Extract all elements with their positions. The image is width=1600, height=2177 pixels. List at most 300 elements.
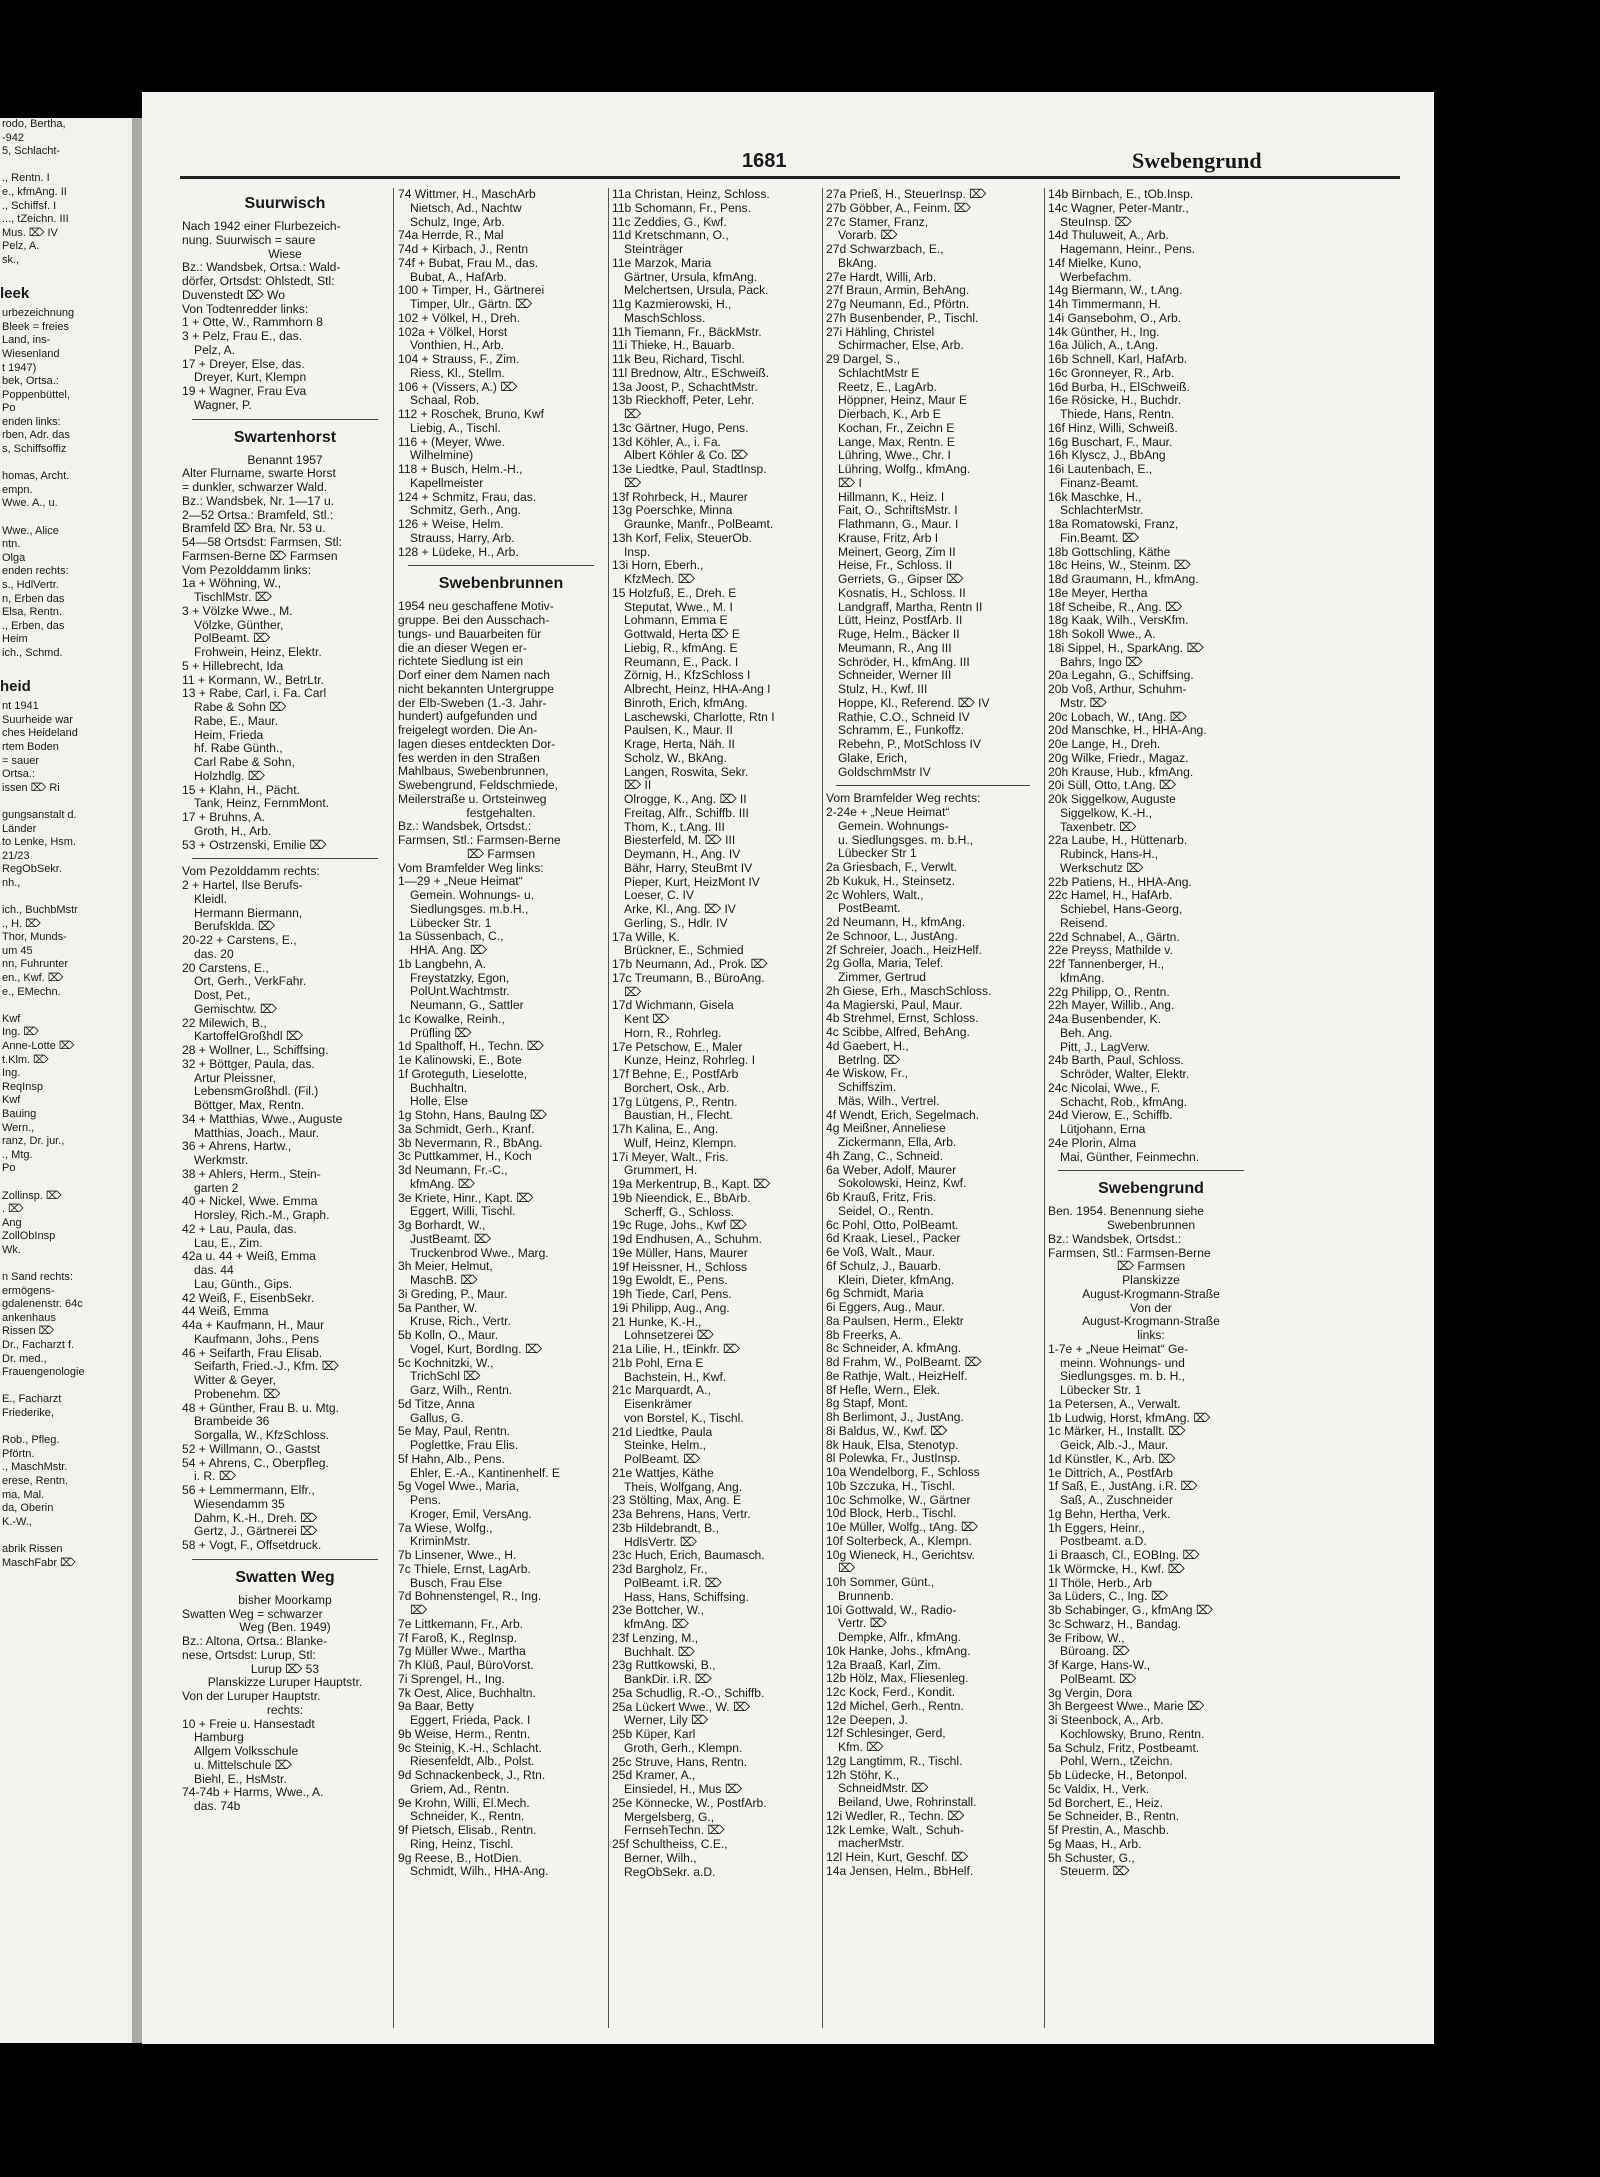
house-entry: 36 + Ahrens, Hartw., xyxy=(182,1140,292,1154)
house-entry: 17g Lütgens, P., Rentn. xyxy=(612,1095,738,1109)
resident-entry: SchlachtMstr E xyxy=(838,366,920,380)
street-note: links: xyxy=(1137,1329,1165,1342)
house-entry: 16a Jülich, A., t.Ang. xyxy=(1048,339,1159,353)
house-entry: 1i Braasch, Cl., EOBIng. ⌦ xyxy=(1048,1549,1200,1562)
house-entry: 2-24e + „Neue Heimat“ xyxy=(826,806,950,819)
house-entry: nung. Suurwisch = saure xyxy=(182,233,316,247)
house-entry: 3 + Pelz, Frau E., das. xyxy=(182,330,302,343)
house-entry: 25e Könnecke, W., PostfArb. xyxy=(612,1796,767,1810)
resident-entry: Riesenfeldt, Alb., Polst. xyxy=(410,1755,535,1769)
fragment-line: ., Mtg. xyxy=(2,1148,33,1161)
house-entry: 19e Müller, Hans, Maurer xyxy=(612,1246,748,1260)
resident-entry: Lau, E., Zim. xyxy=(194,1236,263,1250)
house-entry: 20c Lobach, W., tAng. ⌦ xyxy=(1048,710,1187,724)
resident-entry: Hass, Hans, Schiffsing. xyxy=(624,1590,749,1604)
house-entry: 23e Bottcher, W., xyxy=(612,1604,705,1618)
house-entry: 13e Liedtke, Paul, StadtInsp. xyxy=(612,463,767,476)
house-entry: 4c Scibbe, Alfred, BehAng. xyxy=(826,1026,970,1039)
resident-entry: Postbeamt. a.D. xyxy=(1060,1535,1147,1549)
house-entry: 8e Rathje, Walt., HeizHelf. xyxy=(826,1369,968,1383)
resident-entry: Steinträger xyxy=(624,243,684,256)
street-heading: Swartenhorst xyxy=(233,428,337,446)
resident-entry: Borchert, Osk., Arb. xyxy=(624,1081,730,1095)
house-entry: 17f Behne, E., PostfArb xyxy=(612,1068,739,1081)
fragment-line: to Lenke, Hsm. xyxy=(2,836,76,849)
resident-entry: Werbefachm. xyxy=(1060,270,1132,284)
house-entry: 74 Wittmer, H., MaschArb xyxy=(398,188,536,201)
house-entry: 3h Meier, Helmut, xyxy=(398,1260,493,1274)
fragment-line: e., kfmAng. II xyxy=(2,185,67,198)
resident-entry: TrichSchl ⌦ xyxy=(410,1370,481,1384)
house-entry: 17 + Bruhns, A. xyxy=(182,811,266,824)
resident-entry: Böttger, Max, Rentn. xyxy=(194,1099,305,1112)
house-entry: 13a Joost, P., SchachtMstr. xyxy=(612,380,758,394)
resident-entry: Kaufmann, Johs., Pens xyxy=(194,1332,320,1346)
house-entry: 11 + Kormann, W., BetrLtr. xyxy=(182,673,324,687)
resident-entry: garten 2 xyxy=(194,1181,239,1195)
house-entry: 106 + (Vissers, A.) ⌦ xyxy=(398,380,518,394)
resident-entry: kfmAng. xyxy=(1060,971,1105,985)
house-entry: 25d Kramer, A., xyxy=(612,1769,696,1783)
resident-entry: Ring, Heinz, Tischl. xyxy=(410,1837,514,1851)
house-entry: Duvenstedt ⌦ Wo xyxy=(182,288,285,302)
resident-entry: Lübecker Str. 1 xyxy=(1060,1384,1142,1397)
house-entry: 13b Rieckhoff, Peter, Lehr. xyxy=(612,394,755,408)
fragment-line: Dr., Facharzt f. xyxy=(2,1339,75,1352)
house-entry: freigelegt worden. Die An- xyxy=(398,724,538,737)
resident-entry: Werkmstr. xyxy=(194,1154,249,1167)
house-entry: 1a Petersen, A., Verwalt. xyxy=(1048,1397,1181,1411)
house-entry: 3e Kriete, Hinr., Kapt. ⌦ xyxy=(398,1191,534,1205)
house-entry: 112 + Roschek, Bruno, Kwf xyxy=(398,408,544,421)
resident-entry: Gerling, S., Hdlr. IV xyxy=(624,916,728,930)
house-entry: 23b Hildebrandt, B., xyxy=(612,1521,719,1535)
resident-entry: Geick, Alb.-J., Maur. xyxy=(1060,1439,1169,1452)
house-entry: 2g Golla, Maria, Telef. xyxy=(826,957,944,971)
resident-entry: Matthias, Joach., Maur. xyxy=(194,1126,320,1140)
house-entry: 4g Meißner, Anneliese xyxy=(826,1122,946,1136)
fragment-line: rodo, Bertha, xyxy=(2,118,66,130)
house-entry: 8l Polewka, Fr., JustInsp. xyxy=(826,1452,961,1466)
resident-entry: Krage, Herta, Näh. II xyxy=(624,738,735,751)
house-entry: 13g Poerschke, Minna xyxy=(612,504,733,518)
house-entry: 18a Romatowski, Franz, xyxy=(1048,518,1179,531)
house-entry: 6e Voß, Walt., Maur. xyxy=(826,1246,936,1259)
resident-entry: Brunnenb. xyxy=(838,1589,894,1603)
resident-entry: Gärtner, Ursula, kfmAng. xyxy=(624,270,758,284)
house-entry: 52 + Willmann, O., Gastst xyxy=(182,1442,321,1456)
fragment-line: -942 xyxy=(2,131,25,144)
house-entry: Nach 1942 einer Flurbezeich- xyxy=(182,220,341,233)
resident-entry: Thiede, Hans, Rentn. xyxy=(1060,408,1175,421)
resident-entry: Schramm, E., Funkoffz. xyxy=(838,724,965,738)
resident-entry: ⌦ xyxy=(624,985,642,999)
house-entry: 27f Braun, Armin, BehAng. xyxy=(826,284,970,298)
house-entry: 3h Bergeest Wwe., Marie ⌦ xyxy=(1048,1700,1205,1714)
house-entry: 11c Zeddies, G., Kwf. xyxy=(612,215,727,229)
house-entry: 14h Timmermann, H. xyxy=(1048,298,1161,311)
house-entry: 1h Eggers, Heinr., xyxy=(1048,1521,1145,1535)
resident-entry: Binroth, Erich, kfmAng. xyxy=(624,696,748,710)
fragment-line: bek, Ortsa.: xyxy=(2,375,59,388)
house-entry: Vom Bramfelder Weg links: xyxy=(398,861,544,875)
resident-entry: Stulz, H., Kwf. III xyxy=(838,683,928,696)
resident-entry: Schulz, Inge, Arb. xyxy=(410,215,505,229)
house-entry: 25c Struve, Hans, Rentn. xyxy=(612,1755,748,1769)
house-entry: 11a Christan, Heinz, Schloss. xyxy=(612,188,770,201)
resident-entry: Vonthien, H., Arb. xyxy=(410,339,505,353)
resident-entry: das. 20 xyxy=(194,947,234,961)
house-entry: 29 Dargel, S., xyxy=(826,353,900,366)
resident-entry: Schiffszim. xyxy=(838,1081,897,1094)
resident-entry: Steputat, Wwe., M. I xyxy=(624,600,733,614)
resident-entry: meinn. Wohnungs- und xyxy=(1060,1356,1185,1370)
fragment-line: n, Erben das xyxy=(2,592,65,605)
resident-entry: ⌦ xyxy=(410,1604,428,1617)
resident-entry: Grummert, H. xyxy=(624,1164,698,1178)
house-entry: 20-22 + Carstens, E., xyxy=(182,934,297,947)
house-entry: 54 + Ahrens, C., Oberpfleg. xyxy=(182,1456,329,1470)
resident-entry: das. 74b xyxy=(194,1800,241,1813)
house-entry: 19c Ruge, Johs., Kwf ⌦ xyxy=(612,1219,747,1233)
resident-entry: Ruge, Helm., Bäcker II xyxy=(838,628,960,641)
resident-entry: hf. Rabe Günth., xyxy=(194,742,283,756)
house-entry: 6c Pohl, Otto, PolBeamt. xyxy=(826,1218,959,1232)
resident-entry: Lühring, Wwe., Chr. I xyxy=(838,449,951,463)
resident-entry: Kfm. ⌦ xyxy=(838,1741,884,1754)
house-entry: 9c Steinig, K.-H., Schlacht. xyxy=(398,1741,542,1755)
resident-entry: Rubinck, Hans-H., xyxy=(1060,848,1159,861)
house-entry: 3c Puttkammer, H., Koch xyxy=(398,1150,532,1164)
house-entry: 6b Krauß, Fritz, Fris. xyxy=(826,1191,937,1204)
section-divider xyxy=(408,565,594,566)
resident-entry: u. Mittelschule ⌦ xyxy=(194,1758,292,1772)
house-entry: Bz.: Altona, Ortsa.: Blanke- xyxy=(182,1635,328,1648)
fragment-line: Rob., Pfleg. xyxy=(2,1434,60,1447)
house-entry: 2h Giese, Erh., MaschSchloss. xyxy=(826,984,992,998)
house-entry: 1d Künstler, K., Arb. ⌦ xyxy=(1048,1452,1176,1466)
house-entry: 24b Barth, Paul, Schloss. xyxy=(1048,1054,1184,1068)
house-entry: die an dieser Wegen er- xyxy=(398,641,527,655)
house-entry: 15 + Klahn, H., Pächt. xyxy=(182,783,300,797)
house-entry: 5f Hahn, Alb., Pens. xyxy=(398,1452,505,1466)
fragment-line: urbezeichnung xyxy=(2,307,75,320)
house-entry: 17i Meyer, Walt., Fris. xyxy=(612,1150,729,1164)
resident-entry: Heim, Frieda xyxy=(194,728,264,742)
house-entry: 12c Kock, Ferd., Kondit. xyxy=(826,1686,956,1699)
resident-entry: Graunke, Manfr., PolBeamt. xyxy=(624,518,774,531)
resident-entry: Kunze, Heinz, Rohrleg. I xyxy=(624,1054,756,1068)
house-entry: 11d Kretschmann, O., xyxy=(612,229,729,243)
fragment-line: Frauengenologie xyxy=(2,1366,85,1379)
house-entry: 3g Borhardt, W., xyxy=(398,1219,486,1232)
resident-entry: Paulsen, K., Maur. II xyxy=(624,724,733,738)
resident-entry: Groth, Gerh., Klempn. xyxy=(624,1741,743,1755)
resident-entry: Klein, Dieter, kfmAng. xyxy=(838,1273,955,1287)
fragment-line: Zollinsp. ⌦ xyxy=(2,1189,62,1202)
house-entry: 12i Wedler, R., Techn. ⌦ xyxy=(826,1809,965,1823)
house-entry: 8i Baldus, W., Kwf. ⌦ xyxy=(826,1424,948,1438)
fragment-line: ermögens- xyxy=(2,1284,55,1297)
house-entry: 22d Schnabel, A., Gärtn. xyxy=(1048,930,1180,944)
section-divider xyxy=(1058,1170,1244,1171)
resident-entry: Insp. xyxy=(624,545,651,559)
street-note: August-Krogmann-Straße xyxy=(1082,1287,1220,1301)
house-entry: 11b Schomann, Fr., Pens. xyxy=(612,201,751,215)
resident-entry: Gemein. Wohnungs- xyxy=(838,819,949,833)
resident-entry: Schneider, Werner III xyxy=(838,669,952,683)
house-entry: 21e Wattjes, Käthe xyxy=(612,1466,714,1480)
fragment-line: enden rechts: xyxy=(2,565,69,578)
house-entry: 16e Rösicke, H., Buchdr. xyxy=(1048,394,1182,408)
house-entry: 20a Legahn, G., Schiffsing. xyxy=(1048,669,1194,683)
resident-entry: Griem, Ad., Rentn. xyxy=(410,1782,510,1796)
fragment-line: MaschFabr ⌦ xyxy=(2,1556,76,1569)
resident-entry: HdlsVertr. ⌦ xyxy=(624,1535,697,1549)
house-entry: 124 + Schmitz, Frau, das. xyxy=(398,490,537,504)
resident-entry: Riess, Kl., Stellm. xyxy=(410,366,505,380)
house-entry: 2 + Hartel, Ilse Berufs- xyxy=(182,879,303,892)
house-entry: = dunkler, schwarzer Wald. xyxy=(182,481,328,494)
house-entry: 11e Marzok, Maria xyxy=(612,256,712,270)
house-entry: 28 + Wollner, L., Schiffsing. xyxy=(182,1044,329,1057)
fragment-line: Mus. ⌦ IV xyxy=(2,226,58,239)
resident-entry: Krause, Fritz, Arb I xyxy=(838,531,939,545)
house-entry: 13h Korf, Felix, SteuerOb. xyxy=(612,531,752,545)
street-note: August-Krogmann-Straße xyxy=(1082,1315,1220,1329)
fragment-line xyxy=(2,890,132,904)
house-entry: Bramfeld ⌦ Bra. Nr. 53 u. xyxy=(182,522,326,536)
fragment-line: e., EMechn. xyxy=(2,985,61,998)
house-entry: 13c Gärtner, Hugo, Pens. xyxy=(612,421,749,435)
house-entry: 14c Wagner, Peter-Mantr., xyxy=(1048,201,1189,215)
resident-entry: Holle, Else xyxy=(410,1095,468,1109)
house-entry: Farmsen-Berne ⌦ Farmsen xyxy=(182,549,338,563)
resident-entry: Wilhelmine) xyxy=(410,449,474,463)
house-entry: 12k Lemke, Walt., Schuh- xyxy=(826,1823,965,1837)
street-note: Weg (Ben. 1949) xyxy=(239,1621,331,1635)
house-entry: 23a Behrens, Hans, Vertr. xyxy=(612,1508,751,1521)
house-entry: nicht bekannten Untergruppe xyxy=(398,682,554,696)
resident-entry: Laschewski, Charlotte, Rtn I xyxy=(624,710,775,724)
house-entry: 5d Borchert, E., Heiz. xyxy=(1048,1796,1163,1810)
fragment-line: ZollObInsp xyxy=(2,1230,56,1243)
fragment-line: da, Oberin xyxy=(2,1502,54,1515)
house-entry: 74a Herrde, R., Mal xyxy=(398,229,504,243)
house-entry: 18b Gottschling, Käthe xyxy=(1048,545,1171,559)
resident-entry: Buchhalt. ⌦ xyxy=(624,1645,695,1659)
resident-entry: Scherff, G., Schloss. xyxy=(624,1205,735,1219)
house-entry: 17c Treumann, B., BüroAng. xyxy=(612,971,765,985)
resident-entry: Brambeide 36 xyxy=(194,1415,270,1429)
house-entry: 11h Tiemann, Fr., BäckMstr. xyxy=(612,325,762,339)
fragment-line: um 45 xyxy=(2,944,33,957)
house-entry: 1a Süssenbach, C., xyxy=(398,930,504,944)
fragment-line: ma, Mal. xyxy=(2,1488,45,1501)
house-entry: 10h Sommer, Günt., xyxy=(826,1576,935,1589)
fragment-line: abrik Rissen xyxy=(2,1542,63,1555)
resident-entry: Baustian, H., Flecht. xyxy=(624,1109,733,1123)
house-entry: 5b Kolln, O., Maur. xyxy=(398,1329,499,1342)
house-entry: 27i Hähling, Christel xyxy=(826,325,935,339)
resident-entry: Melchertsen, Ursula, Pack. xyxy=(624,284,769,298)
fragment-line: . ⌦ xyxy=(2,1203,24,1216)
house-entry: 21 Hunke, K.-H., xyxy=(612,1315,702,1329)
house-entry: 16i Lautenbach, E., xyxy=(1048,463,1153,476)
house-entry: 5 + Hillebrecht, Ida xyxy=(182,659,284,673)
house-entry: Meilerstraße u. Ortsteinweg xyxy=(398,792,547,806)
fragment-line: Po xyxy=(2,1162,16,1175)
resident-entry: Reetz, E., LagArb. xyxy=(838,380,937,394)
house-entry: 1954 neu geschaffene Motiv- xyxy=(398,600,554,614)
house-entry: nese, Ortsdst: Lurup, Stl: xyxy=(182,1648,316,1662)
fragment-line xyxy=(2,511,132,525)
house-entry: 24a Busenbender, K. xyxy=(1048,1013,1161,1026)
house-entry: 9a Baar, Betty xyxy=(398,1700,474,1714)
resident-entry: Buchhaltn. xyxy=(410,1081,468,1095)
fragment-line: Friederike, xyxy=(2,1407,54,1420)
resident-entry: Horn, R., Rohrleg. xyxy=(624,1026,722,1040)
house-entry: 7c Thiele, Ernst, LagArb. xyxy=(398,1562,531,1576)
house-entry: Von Todtenredder links: xyxy=(182,302,309,316)
house-entry: 3f Karge, Hans-W., xyxy=(1048,1659,1151,1672)
house-entry: 16g Buschart, F., Maur. xyxy=(1048,435,1173,449)
house-entry: 1c Märker, H., Installt. ⌦ xyxy=(1048,1425,1186,1439)
house-entry: 27g Neumann, Ed., Pförtn. xyxy=(826,298,970,311)
fragment-heading: leek xyxy=(0,285,30,303)
house-entry: 54—58 Ortsdst: Farmsen, Stl: xyxy=(182,536,342,549)
resident-entry: SchlachterMstr. xyxy=(1060,504,1144,518)
house-entry: 13 + Rabe, Carl, i. Fa. Carl xyxy=(182,687,327,701)
resident-entry: Liebig, R., kfmAng. E xyxy=(624,641,738,655)
fragment-line: Ortsa.: xyxy=(2,768,36,781)
resident-entry: Heise, Fr., Schloss. II xyxy=(838,559,953,573)
resident-entry: Thom, K., t.Ang. III xyxy=(624,820,725,834)
resident-entry: Dost, Pet., xyxy=(194,989,251,1002)
resident-entry: Pelz, A. xyxy=(194,343,236,357)
resident-entry: Hagemann, Heinr., Pens. xyxy=(1060,243,1196,256)
house-entry: 22e Preyss, Mathilde v. xyxy=(1048,944,1173,958)
house-entry: dörfer, Ortsdst: Ohlstedt, Stl: xyxy=(182,275,335,288)
street-note: Planskizze xyxy=(1122,1274,1180,1287)
resident-entry: Ehler, E.-A., Kantinenhelf. E xyxy=(410,1466,560,1480)
resident-entry: Landgraff, Martha, Rentn II xyxy=(838,600,983,614)
house-entry: 14a Jensen, Helm., BbHelf. xyxy=(826,1864,974,1878)
resident-entry: PolUnt.Wachtmstr. xyxy=(410,985,510,999)
house-entry: 19d Endhusen, A., Schuhm. xyxy=(612,1233,762,1246)
resident-entry: Beh. Ang. xyxy=(1060,1026,1113,1040)
house-entry: 3i Greding, P., Maur. xyxy=(398,1287,508,1301)
resident-entry: Schröder, H., kfmAng. III xyxy=(838,655,970,669)
resident-entry: Büroang. ⌦ xyxy=(1060,1645,1130,1659)
resident-entry: Schacht, Rob., kfmAng. xyxy=(1060,1095,1188,1109)
street-note: ⌦ Farmsen xyxy=(466,847,536,861)
resident-entry: Berner, Wilh., xyxy=(624,1851,697,1865)
house-entry: 1-7e + „Neue Heimat“ Ge- xyxy=(1048,1342,1189,1356)
house-entry: 58 + Vogt, F., Offsetdruck. xyxy=(182,1539,322,1552)
resident-entry: Siedlungsges. m. b. H., xyxy=(1060,1370,1186,1384)
house-entry: 21a Lilie, H., tEinkfr. ⌦ xyxy=(612,1343,741,1356)
fragment-line: Wwe., Alice xyxy=(2,524,59,537)
resident-entry: Rabe & Sohn ⌦ xyxy=(194,701,287,714)
resident-entry: LebensmGroßhdl. (Fil.) xyxy=(194,1085,319,1099)
house-entry: 8d Frahm, W., PolBeamt. ⌦ xyxy=(826,1356,982,1369)
fragment-line: rtem Boden xyxy=(2,740,59,753)
fragment-line: Kwf xyxy=(2,1094,21,1107)
fragment-line: Wwe. A., u. xyxy=(2,497,58,510)
house-entry: 17h Kalina, E., Ang. xyxy=(612,1123,719,1136)
house-entry: fes werden in den Straßen xyxy=(398,751,540,765)
house-entry: 2c Wohlers, Walt., xyxy=(826,888,924,902)
house-entry: 6i Eggers, Aug., Maur. xyxy=(826,1301,945,1314)
resident-entry: Taxenbetr. ⌦ xyxy=(1060,820,1137,834)
resident-entry: PolBeamt. ⌦ xyxy=(1060,1672,1137,1686)
resident-entry: Dreyer, Kurt, Klempn xyxy=(194,371,307,385)
house-entry: 5a Schulz, Fritz, Postbeamt. xyxy=(1048,1741,1200,1755)
house-entry: 7d Bohnenstengel, R., Ing. xyxy=(398,1590,542,1604)
resident-entry: Kosnatis, H., Schloss. II xyxy=(838,586,966,600)
house-entry: 42 + Lau, Paula, das. xyxy=(182,1222,297,1236)
resident-entry: Finanz-Beamt. xyxy=(1060,476,1139,490)
fragment-line: Ing. xyxy=(2,1067,21,1080)
resident-entry: SchneidMstr. ⌦ xyxy=(838,1782,929,1796)
house-entry: 102a + Völkel, Horst xyxy=(398,325,508,339)
resident-entry: Frohwein, Heinz, Elektr. xyxy=(194,646,322,659)
resident-entry: Berufsklda. ⌦ xyxy=(194,920,275,934)
fragment-line: erese, Rentn. xyxy=(2,1475,69,1487)
resident-entry: ⌦ xyxy=(838,1562,856,1576)
resident-entry: Holzhdlg. ⌦ xyxy=(194,769,265,783)
house-entry: 18c Heins, W., Steinm. ⌦ xyxy=(1048,559,1191,573)
resident-entry: Strauss, Harry, Arb. xyxy=(410,531,515,545)
house-entry: 12d Michel, Gerh., Rentn. xyxy=(826,1699,964,1713)
resident-entry: Kent ⌦ xyxy=(624,1013,670,1026)
resident-entry: Loeser, C. IV xyxy=(624,889,694,903)
fragment-line: ., Rentn. I xyxy=(2,172,50,185)
house-entry: Farmsen, Stl.: Farmsen-Berne xyxy=(398,834,561,847)
house-entry: 23d Bargholz, Fr., xyxy=(612,1563,708,1576)
resident-entry: Dempke, Alfr., kfmAng. xyxy=(838,1631,961,1644)
resident-entry: macherMstr. xyxy=(838,1837,905,1851)
resident-entry: Beiland, Uwe, Rohrinstall. xyxy=(838,1796,977,1809)
resident-entry: Kochlowsky, Bruno, Rentn. xyxy=(1060,1727,1205,1741)
directory-page xyxy=(142,92,1434,2044)
house-entry: 8f Hefle, Wern., Elek. xyxy=(826,1383,941,1397)
house-entry: 25b Küper, Karl xyxy=(612,1728,696,1741)
house-entry: 128 + Lüdeke, H., Arb. xyxy=(398,545,519,559)
house-entry: 10g Wieneck, H., Gerichtsv. xyxy=(826,1548,975,1562)
house-entry: 16c Gronneyer, R., Arb. xyxy=(1048,366,1175,380)
resident-entry: Rabe, E., Maur. xyxy=(194,714,279,728)
house-entry: 17a Wille, K. xyxy=(612,930,680,944)
resident-entry: Kruse, Rich., Vertr. xyxy=(410,1315,511,1329)
house-entry: 16f Hinz, Willi, Schweiß. xyxy=(1048,421,1178,435)
house-entry: 22c Hamel, H., HafArb. xyxy=(1048,889,1173,903)
resident-entry: Bahrs, Ingo ⌦ xyxy=(1060,655,1143,669)
resident-entry: Lange, Max, Rentn. E xyxy=(838,435,955,449)
street-note: Benannt 1957 xyxy=(247,453,323,467)
resident-entry: Fait, O., SchriftsMstr. I xyxy=(838,504,958,518)
resident-entry: Mstr. ⌦ xyxy=(1060,696,1107,710)
fragment-line: ches Heideland xyxy=(2,727,78,740)
fragment-line: Anne-Lotte ⌦ xyxy=(2,1040,75,1052)
fragment-line: Poppenbüttel, xyxy=(2,388,70,401)
house-entry: 7b Linsener, Wwe., H. xyxy=(398,1549,517,1562)
resident-entry: Werkschutz ⌦ xyxy=(1060,861,1144,875)
street-column-5 xyxy=(1048,188,1254,2028)
house-entry: 23f Lenzing, M., xyxy=(612,1631,699,1645)
resident-entry: Garz, Wilh., Rentn. xyxy=(410,1384,513,1397)
